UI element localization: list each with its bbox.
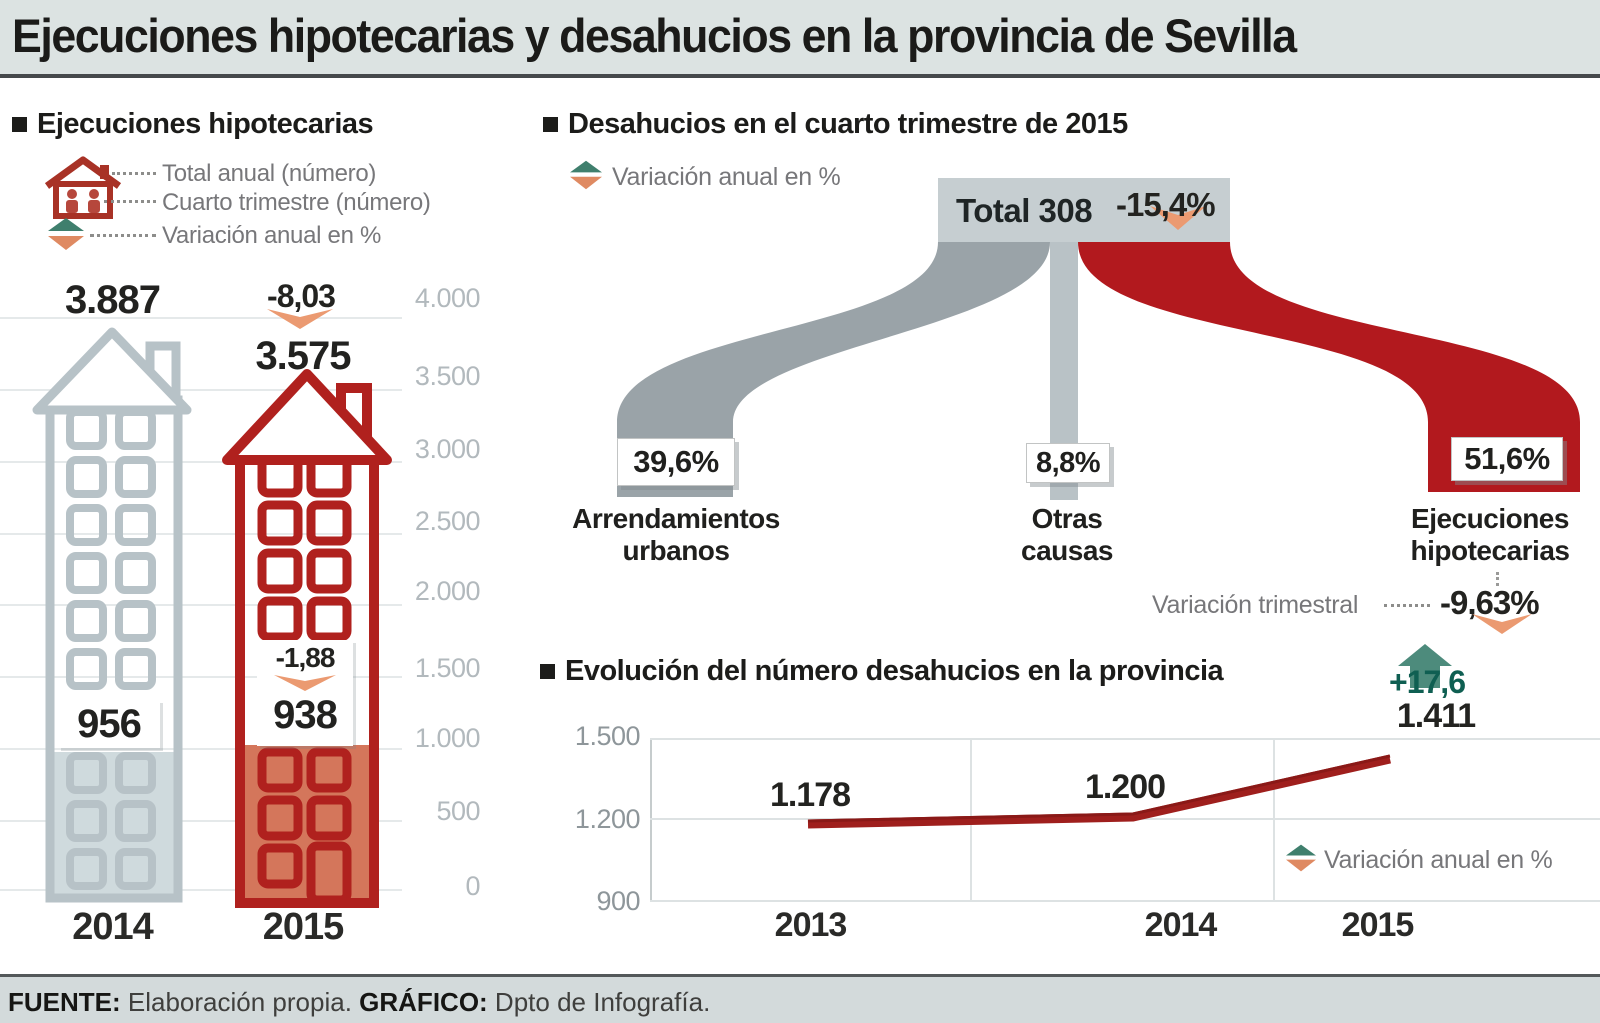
square-bullet-icon [543,117,558,132]
section-heading-text: Desahucios en el cuarto trimestre de 2015 [568,108,1128,140]
section-heading-desahucios [543,108,1128,141]
legend-variacion-anual: Variación anual en % [162,222,382,249]
flow-label-ejecuciones: Ejecuciones hipotecarias [1410,503,1570,566]
legend-total-anual: Total anual (número) [162,160,377,187]
flow-label-otras-causas: Otras causas [1021,503,1113,566]
arrow-down-icon [1472,614,1532,634]
value-2014-total: 3.887 [64,278,161,322]
x-label-2013: 2013 [774,906,847,944]
legend-leader [104,200,156,203]
y-axis-tick: 1.200 [574,804,640,834]
legend-leader [112,172,156,175]
variation-2015-q4: -1,88 [275,642,335,673]
y-axis-tick: 2.500 [414,506,480,536]
evolution-line [640,730,1600,910]
point-label-2013: 1.178 [769,776,851,814]
legend-variacion-anual: Variación anual en % [1324,846,1553,874]
trimestral-value: -9,63% [1440,584,1539,621]
footer-credits [8,987,710,1018]
variation-up-down-icon [48,218,84,250]
square-bullet-icon [12,117,27,132]
legend-leader [90,234,156,237]
total-variation: -15,4% [1116,186,1215,223]
y-axis-tick: 500 [436,796,480,826]
point-label-2015: 1.411 [1396,697,1476,735]
point-label-2014: 1.200 [1084,768,1166,806]
flow-label-arrendamientos: Arrendamientos urbanos [572,503,780,566]
arrow-down-icon [267,309,333,329]
house-icon [42,156,124,220]
x-label-2015: 2015 [262,906,344,948]
y-axis-tick: 1.500 [574,721,640,751]
value-2015-q4: 938 [273,693,337,737]
section-heading-text: Evolución del número desahucios en la provincia [565,655,1224,687]
pct-ejecuciones: 51,6% [1451,437,1563,481]
trimestral-label: Variación trimestral [1152,591,1359,619]
section-heading-evolucion [540,655,1223,688]
y-axis-tick: 0 [465,871,480,901]
legend-variacion-anual: Variación anual en % [612,163,841,191]
pct-arrendamientos: 39,6% [617,438,735,486]
section-heading-text: Ejecuciones hipotecarias [37,108,374,140]
variation-up-down-icon [1286,843,1316,873]
source-label: FUENTE: [8,987,121,1017]
y-axis-tick: 1.500 [414,653,480,683]
variation-2015-total: -8,03 [267,278,335,314]
total-label: Total 308 [956,192,1093,229]
value-2015-total: 3.575 [255,334,351,378]
value-2014-q4: 956 [77,702,141,746]
legend-leader [1384,604,1430,607]
y-axis-tick: 4.000 [414,283,480,313]
graphic-text: Dpto de Infografía. [487,987,711,1017]
section-heading-ejecuciones [12,108,373,141]
y-axis-tick: 3.500 [414,361,480,391]
value-box-2015-q4 [257,640,353,746]
y-axis-tick: 1.000 [414,723,480,753]
source-text: Elaboración propia. [120,987,360,1017]
y-axis-tick: 2.000 [414,576,480,606]
x-label-2015: 2015 [1341,906,1414,944]
page-title: Ejecuciones hipotecarias y desahucios en la provincia de Sevilla [12,9,1296,62]
pct-otras-causas: 8,8% [1026,443,1110,483]
x-label-2014: 2014 [72,906,153,948]
y-axis-tick: 3.000 [414,434,480,464]
legend-cuarto-trimestre: Cuarto trimestre (número) [162,189,431,216]
graphic-label: GRÁFICO: [359,987,488,1017]
value-box-2014-q4 [58,700,160,748]
x-label-2014: 2014 [1144,906,1217,944]
y-axis-tick: 900 [596,886,640,916]
square-bullet-icon [540,664,555,679]
variation-2015: +17,6 [1389,664,1465,700]
arrow-down-icon [274,675,336,691]
